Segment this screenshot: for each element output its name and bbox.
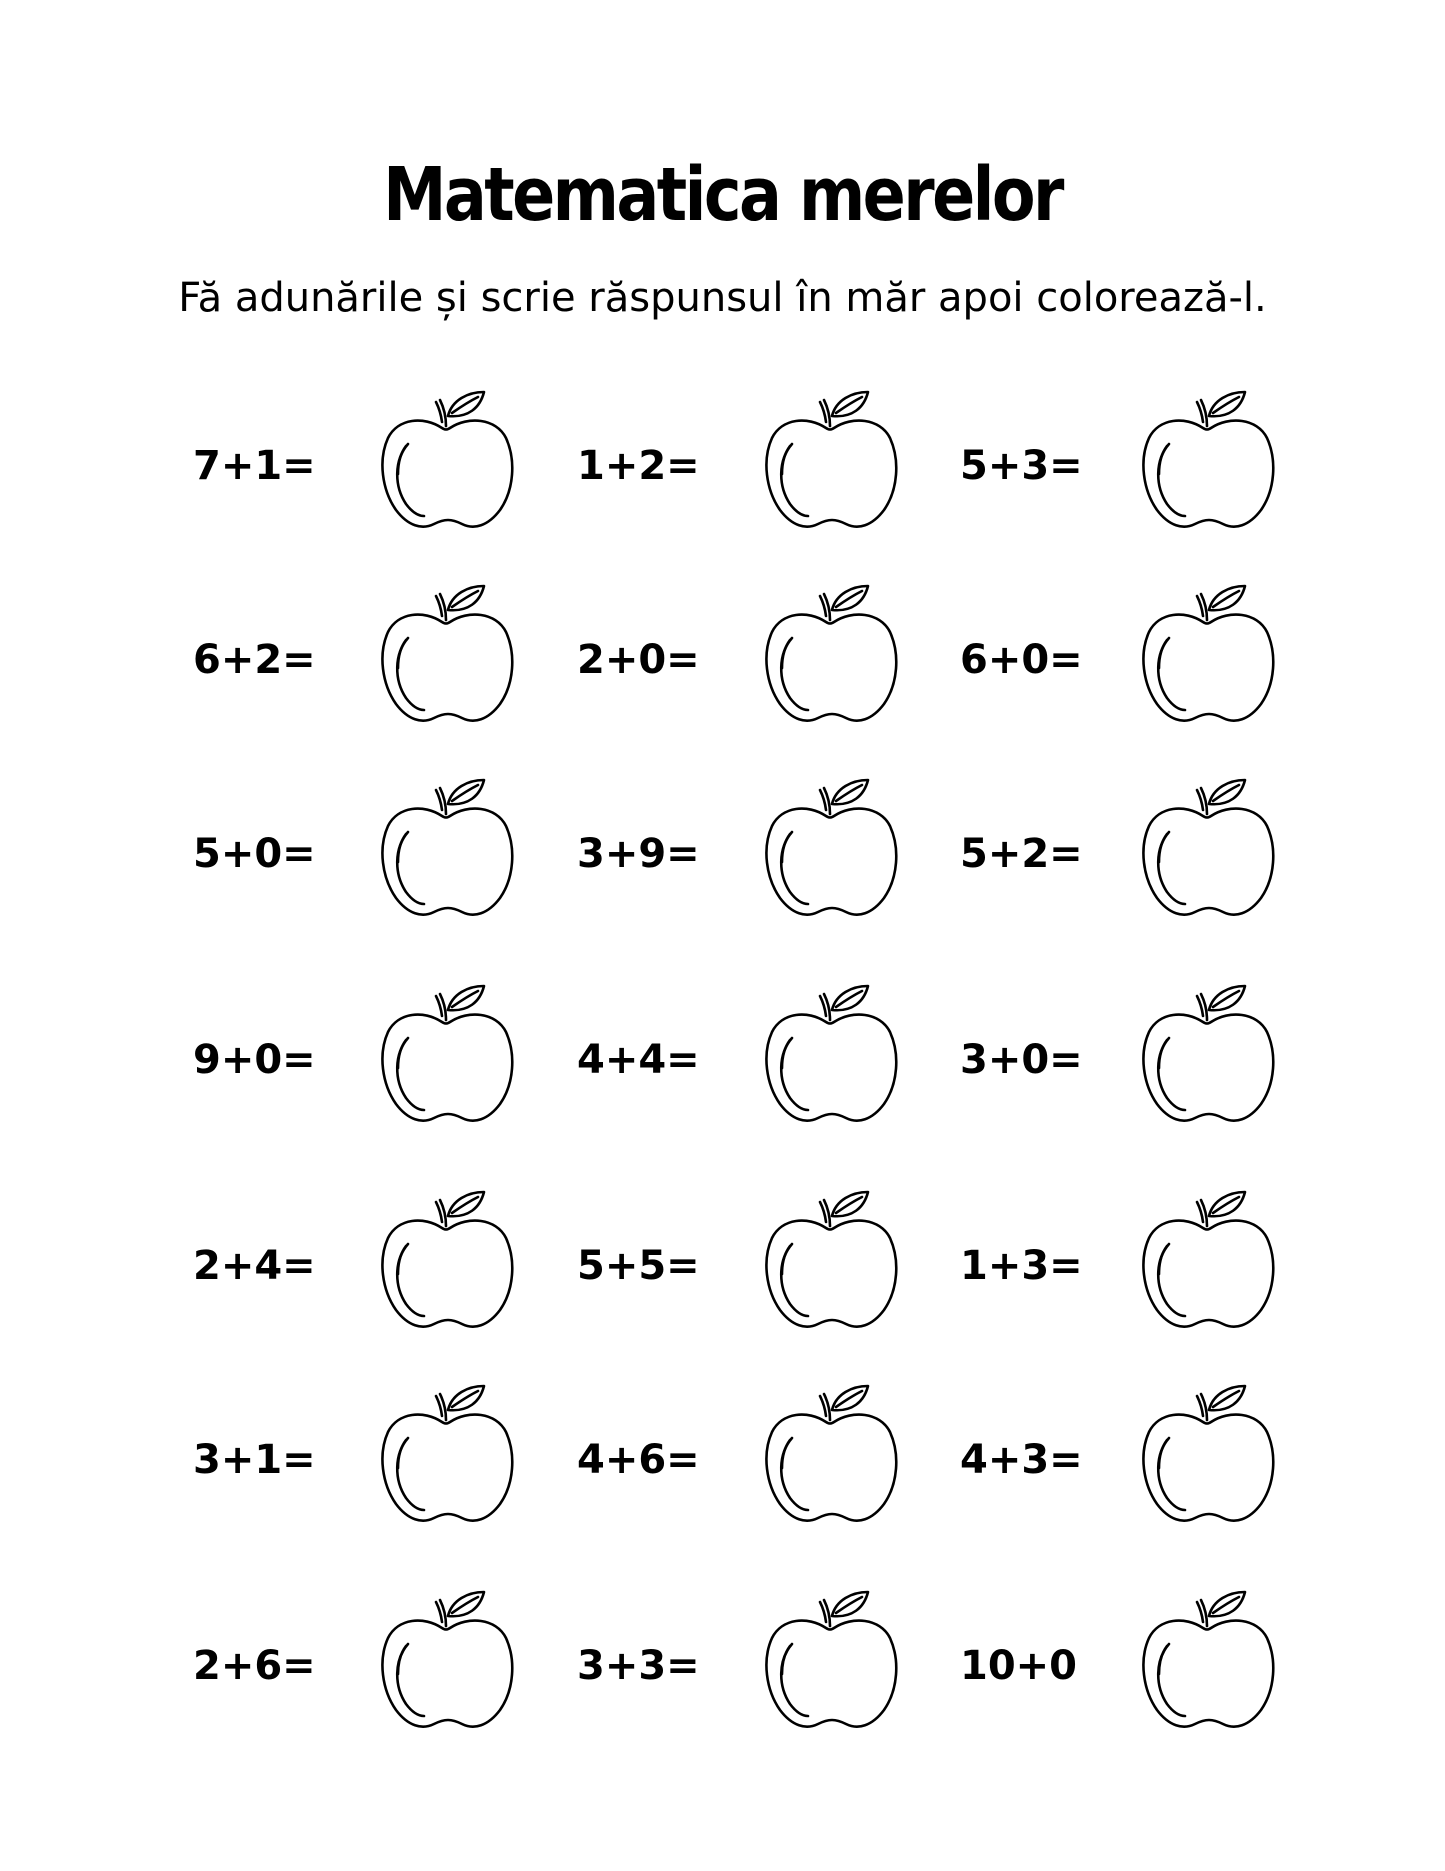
- apple-outline-icon: [376, 580, 516, 730]
- equation-6-3: 4+3=: [960, 1437, 1083, 1483]
- equation-2-1: 6+2=: [193, 637, 316, 683]
- equation-5-3: 1+3=: [960, 1243, 1083, 1289]
- equation-3-1: 5+0=: [193, 831, 316, 877]
- equation-6-2: 4+6=: [577, 1437, 700, 1483]
- apple-outline-icon: [760, 1586, 900, 1736]
- equation-2-2: 2+0=: [577, 637, 700, 683]
- apple-outline-icon: [376, 1186, 516, 1336]
- equation-6-1: 3+1=: [193, 1437, 316, 1483]
- instructions: Fă adunările și scrie răspunsul în măr apoi colorează-l.: [178, 275, 1267, 321]
- equation-7-2: 3+3=: [577, 1643, 700, 1689]
- apple-outline-icon: [376, 774, 516, 924]
- apple-outline-icon: [1137, 580, 1277, 730]
- apple-outline-icon: [1137, 1586, 1277, 1736]
- equation-5-2: 5+5=: [577, 1243, 700, 1289]
- equation-4-1: 9+0=: [193, 1037, 316, 1083]
- equation-1-2: 1+2=: [577, 443, 700, 489]
- equation-4-2: 4+4=: [577, 1037, 700, 1083]
- equation-7-3: 10+0: [960, 1643, 1078, 1689]
- apple-outline-icon: [376, 980, 516, 1130]
- apple-outline-icon: [1137, 980, 1277, 1130]
- equation-1-1: 7+1=: [193, 443, 316, 489]
- equation-1-3: 5+3=: [960, 443, 1083, 489]
- apple-outline-icon: [760, 386, 900, 536]
- apple-outline-icon: [760, 580, 900, 730]
- apple-outline-icon: [376, 1380, 516, 1530]
- apple-outline-icon: [760, 980, 900, 1130]
- apple-outline-icon: [376, 1586, 516, 1736]
- apple-outline-icon: [1137, 386, 1277, 536]
- apple-outline-icon: [1137, 1186, 1277, 1336]
- apple-outline-icon: [1137, 774, 1277, 924]
- equation-3-2: 3+9=: [577, 831, 700, 877]
- apple-outline-icon: [760, 1186, 900, 1336]
- equation-2-3: 6+0=: [960, 637, 1083, 683]
- apple-outline-icon: [1137, 1380, 1277, 1530]
- equation-7-1: 2+6=: [193, 1643, 316, 1689]
- equation-5-1: 2+4=: [193, 1243, 316, 1289]
- apple-outline-icon: [376, 386, 516, 536]
- equation-4-3: 3+0=: [960, 1037, 1083, 1083]
- apple-outline-icon: [760, 1380, 900, 1530]
- equation-3-3: 5+2=: [960, 831, 1083, 877]
- page-title: Matematica merelor: [383, 151, 1062, 238]
- apple-outline-icon: [760, 774, 900, 924]
